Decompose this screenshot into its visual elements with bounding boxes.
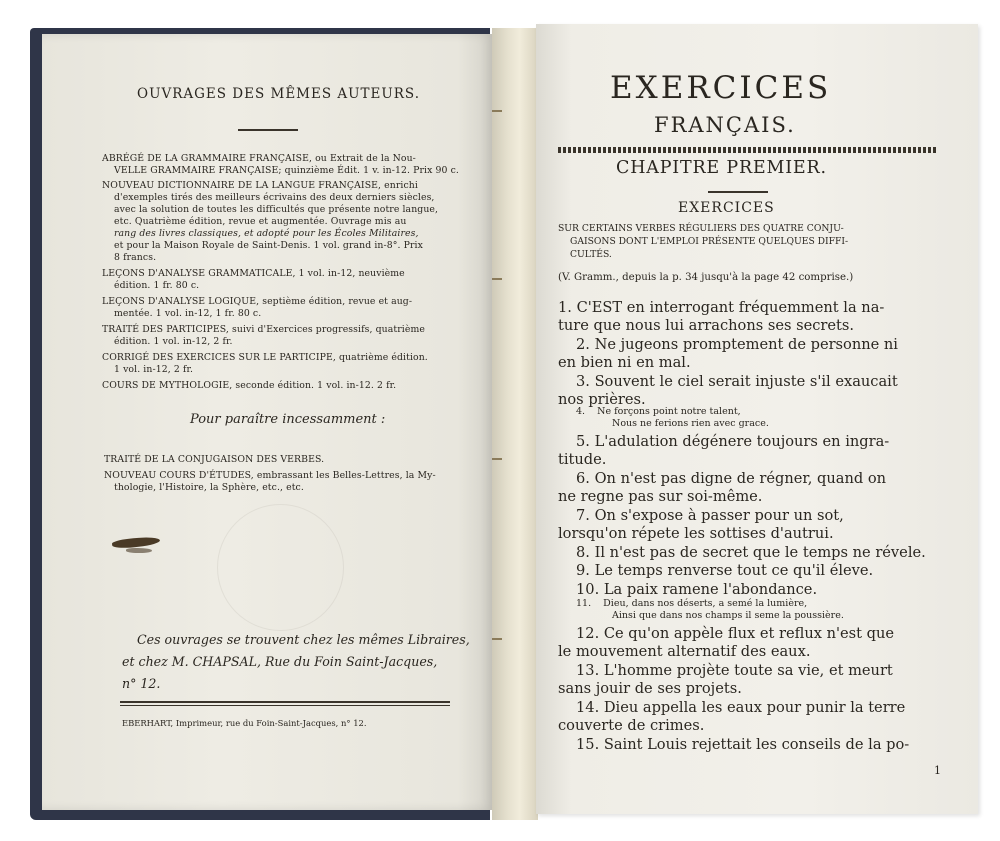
list-line: rang des livres classiques, et adopté pour les Écoles Militaires, bbox=[114, 228, 419, 239]
printer-imprint: EBERHART, Imprimeur, rue du Foin-Saint-Jacques, n° 12. bbox=[122, 718, 367, 728]
section-description: GAISONS DONT L'EMPLOI PRÉSENTE QUELQUES DIFFI- bbox=[570, 236, 849, 247]
forthcoming-heading: Pour paraître incessamment : bbox=[190, 412, 386, 427]
list-line: ABRÉGÉ DE LA GRAMMAIRE FRANÇAISE, ou Extrait de la Nou- bbox=[102, 153, 416, 164]
book-title: EXERCICES bbox=[610, 70, 832, 106]
list-line: COURS DE MYTHOLOGIE, seconde édition. 1 vol. in-12. 2 fr. bbox=[102, 380, 397, 391]
heading-rule bbox=[238, 129, 298, 131]
exercise-line: 7. On s'expose à passer pour un sot, bbox=[576, 507, 844, 524]
exercise-line: couverte de crimes. bbox=[558, 717, 705, 734]
section-heading: EXERCICES bbox=[678, 200, 775, 216]
exercise-line: titude. bbox=[558, 451, 607, 468]
list-line: NOUVEAU DICTIONNAIRE DE LA LANGUE FRANÇAISE, enrichi bbox=[102, 180, 418, 191]
list-line: TRAITÉ DES PARTICIPES, suivi d'Exercices progressifs, quatrième bbox=[102, 324, 425, 335]
binding-thread bbox=[492, 110, 502, 112]
list-line: et pour la Maison Royale de Saint-Denis. 1 vol. grand in-8°. Prix bbox=[114, 240, 423, 251]
exercise-line: 10. La paix ramene l'abondance. bbox=[576, 581, 818, 598]
list-line: LEÇONS D'ANALYSE LOGIQUE, septième édition, revue et aug- bbox=[102, 296, 413, 307]
address-line: n° 12. bbox=[122, 676, 161, 691]
address-line: Ces ouvrages se trouvent chez les mêmes Libraires, bbox=[137, 632, 470, 647]
exercise-line: en bien ni en mal. bbox=[558, 354, 691, 371]
binding-thread bbox=[492, 278, 502, 280]
list-line: d'exemples tirés des meilleurs écrivains des deux derniers siècles, bbox=[114, 192, 435, 203]
book-spine bbox=[492, 28, 538, 820]
list-line: CORRIGÉ DES EXERCICES SUR LE PARTICIPE, quatrième édition. bbox=[102, 352, 428, 363]
chapter-heading: CHAPITRE PREMIER. bbox=[616, 158, 827, 178]
open-book bbox=[30, 28, 978, 820]
right-page bbox=[536, 24, 978, 814]
list-line: édition. 1 vol. in-12, 2 fr. bbox=[114, 336, 233, 347]
binding-thread bbox=[492, 458, 502, 460]
grammar-reference: (V. Gramm., depuis la p. 34 jusqu'à la page 42 comprise.) bbox=[558, 272, 854, 283]
exercise-line: 9. Le temps renverse tout ce qu'il éleve. bbox=[576, 562, 874, 579]
exercise-line: ne regne pas sur soi-même. bbox=[558, 488, 763, 505]
section-description: SUR CERTAINS VERBES RÉGULIERS DES QUATRE CONJU- bbox=[558, 223, 844, 234]
book-subtitle: FRANÇAIS. bbox=[654, 113, 796, 137]
list-line: VELLE GRAMMAIRE FRANÇAISE; quinzième Édit. 1 v. in-12. Prix 90 c. bbox=[114, 165, 459, 176]
list-line: édition. 1 fr. 80 c. bbox=[114, 280, 200, 291]
verse-line: Nous ne ferions rien avec grace. bbox=[612, 418, 769, 429]
exercise-line: 2. Ne jugeons promptement de personne ni bbox=[576, 336, 898, 353]
left-heading: OUVRAGES DES MÊMES AUTEURS. bbox=[137, 86, 420, 102]
printer-rule-top bbox=[120, 701, 450, 703]
exercise-line: 5. L'adulation dégénere toujours en ingra- bbox=[576, 433, 890, 450]
list-line: 1 vol. in-12, 2 fr. bbox=[114, 364, 194, 375]
chapter-rule bbox=[708, 191, 768, 193]
verse-line: 4. Ne forçons point notre talent, bbox=[576, 406, 741, 417]
show-through-emblem bbox=[217, 504, 344, 631]
exercise-line: ture que nous lui arrachons ses secrets. bbox=[558, 317, 855, 334]
exercise-line: 13. L'homme projète toute sa vie, et meurt bbox=[576, 662, 893, 679]
exercise-line: lorsqu'on répete les sottises d'autrui. bbox=[558, 525, 834, 542]
binding-thread bbox=[492, 638, 502, 640]
list-line: etc. Quatrième édition, revue et augmentée. Ouvrage mis au bbox=[114, 216, 407, 227]
ornamental-rule bbox=[558, 147, 936, 153]
exercise-line: nos prières. bbox=[558, 391, 646, 408]
printer-rule-bottom bbox=[120, 705, 450, 706]
left-page bbox=[42, 34, 494, 810]
section-description: CULTÉS. bbox=[570, 249, 612, 260]
page-number: 1 bbox=[934, 764, 941, 777]
exercise-line: 8. Il n'est pas de secret que le temps ne révele. bbox=[576, 544, 926, 561]
exercise-line: 15. Saint Louis rejettait les conseils de la po- bbox=[576, 736, 910, 753]
exercise-line: 14. Dieu appella les eaux pour punir la terre bbox=[576, 699, 906, 716]
address-line: et chez M. CHAPSAL, Rue du Foin Saint-Jacques, bbox=[122, 654, 438, 669]
exercise-line: 3. Souvent le ciel serait injuste s'il exaucait bbox=[576, 373, 898, 390]
forthcoming-line: TRAITÉ DE LA CONJUGAISON DES VERBES. bbox=[104, 454, 325, 465]
verse-line: Ainsi que dans nos champs il seme la poussière. bbox=[612, 610, 844, 621]
exercise-line: le mouvement alternatif des eaux. bbox=[558, 643, 811, 660]
ink-stain bbox=[126, 548, 152, 553]
exercise-line: sans jouir de ses projets. bbox=[558, 680, 742, 697]
exercise-line: 1. C'EST en interrogant fréquemment la na- bbox=[558, 299, 885, 316]
forthcoming-line: NOUVEAU COURS D'ÉTUDES, embrassant les Belles-Lettres, la My- bbox=[104, 470, 436, 481]
exercise-line: 12. Ce qu'on appèle flux et reflux n'est que bbox=[576, 625, 895, 642]
list-line: 8 francs. bbox=[114, 252, 157, 263]
exercise-line: 6. On n'est pas digne de régner, quand on bbox=[576, 470, 887, 487]
list-line: mentée. 1 vol. in-12, 1 fr. 80 c. bbox=[114, 308, 262, 319]
forthcoming-line: thologie, l'Histoire, la Sphère, etc., etc. bbox=[114, 482, 304, 493]
list-line: LEÇONS D'ANALYSE GRAMMATICALE, 1 vol. in-12, neuvième bbox=[102, 268, 405, 279]
verse-line: 11. Dieu, dans nos déserts, a semé la lumière, bbox=[576, 598, 808, 609]
list-line: avec la solution de toutes les difficultés que présente notre langue, bbox=[114, 204, 439, 215]
